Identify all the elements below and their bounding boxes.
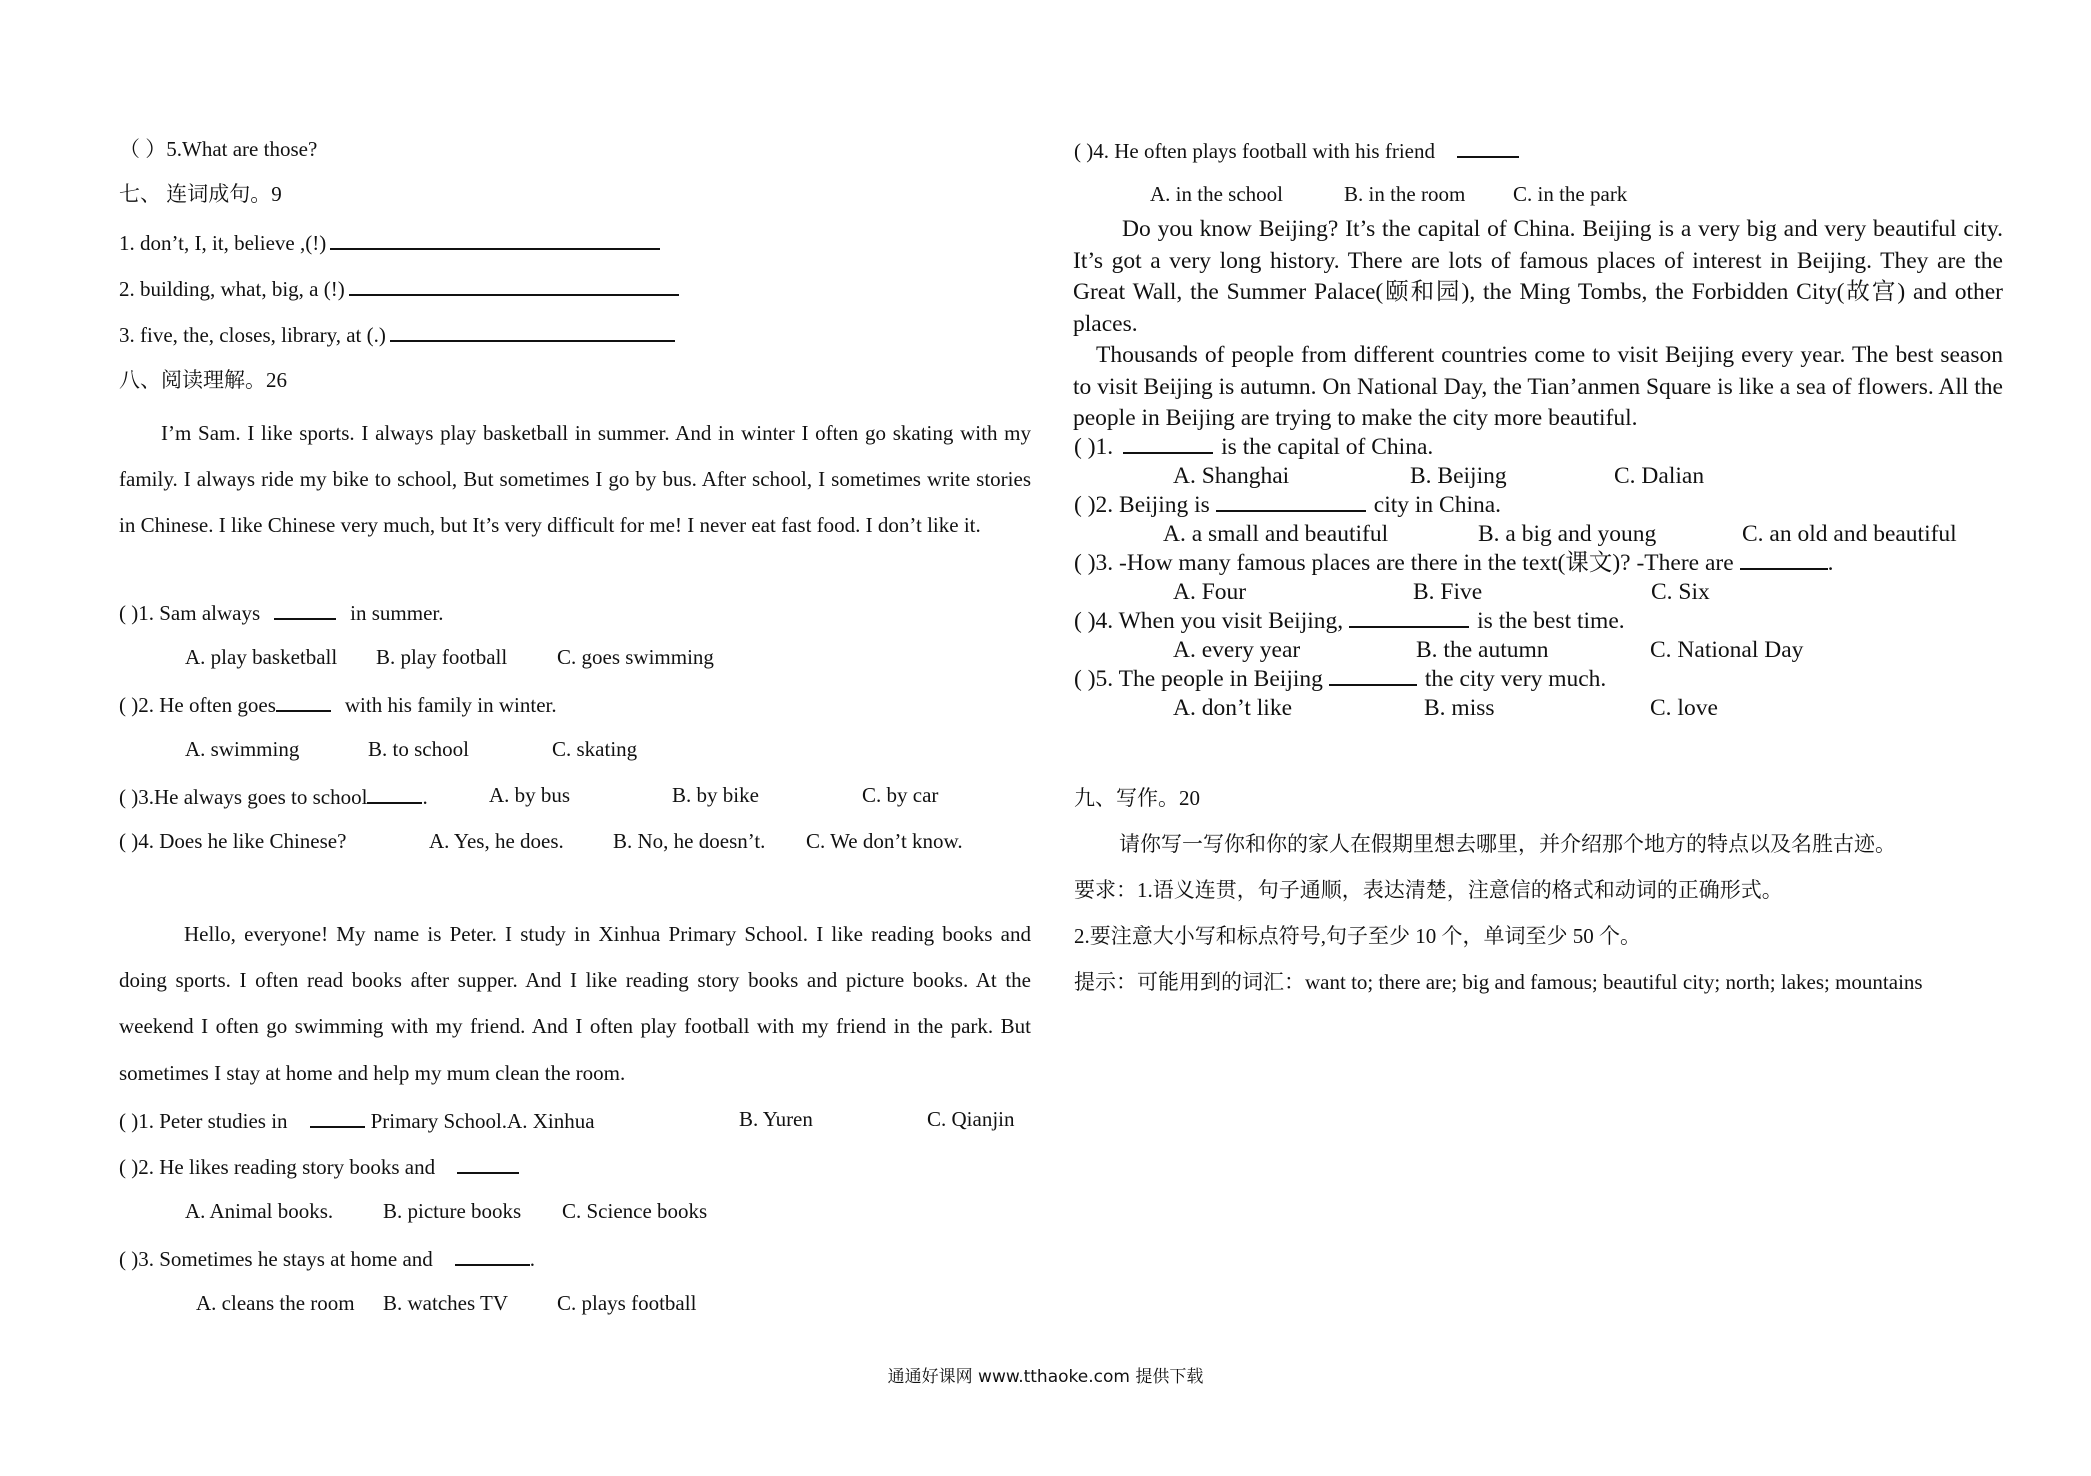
- p3-question-4: [1074, 606, 1625, 636]
- p3-q1-option-a: A. Shanghai: [1173, 463, 1290, 489]
- p3-q2-option-a: A. a small and beautiful: [1163, 521, 1389, 547]
- section-8-heading: 八、阅读理解。26: [119, 368, 287, 392]
- p1-q1-option-b: B. play football: [376, 645, 508, 669]
- p3-q2-option-b: B. a big and young: [1478, 521, 1657, 547]
- p1-question-4: ( )4. Does he like Chinese?: [119, 829, 347, 853]
- answer-blank: [1329, 664, 1417, 686]
- p1-q4-option-b: B. No, he doesn’t.: [613, 829, 766, 853]
- p2-q1-option-c: C. Qianjin: [927, 1107, 1015, 1131]
- passage-3-paragraph-2: Thousands of people from different countries come to visit Beijing every year. The best season to visit Beijing is autumn. On National Day, the Tian’anmen Square is like a sea of flowers. All the people in Beijing are trying to make the city more beautiful.: [1073, 342, 2003, 431]
- answer-blank: [274, 598, 336, 620]
- sentence-7-3: [119, 320, 679, 348]
- answer-blank: [330, 228, 660, 250]
- sentence-7-2: [119, 274, 683, 302]
- answer-blank: [1349, 606, 1469, 628]
- p3-question-4-tail: is the best time.: [1477, 608, 1625, 634]
- answer-blank: [1123, 432, 1213, 454]
- p2-q2-option-c: C. Science books: [562, 1199, 708, 1223]
- sentence-7-2-text: 2. building, what, big, a (!): [119, 277, 345, 301]
- writing-hint: 提示：可能用到的词汇：want to; there are; big and famous; beautiful city; north; lakes; mountains: [1074, 970, 1923, 994]
- p3-question-3: [1074, 548, 1834, 578]
- passage-3-paragraph-1: Do you know Beijing? It’s the capital of China. Beijing is a very big and very beautiful city. It’s got a very long history. There are lots of famous places of interest in Beijing. They are the Great Wall, the Summer Palace(颐和园), the Ming Tombs, the Forbidden City(故宫) and other places.: [1073, 216, 2003, 337]
- p3-q4-option-b: B. the autumn: [1416, 637, 1549, 663]
- p3-q3-option-a: A. Four: [1173, 579, 1247, 605]
- writing-prompt: 请你写一写你和你的家人在假期里想去哪里，并介绍那个地方的特点以及名胜古迹。: [1119, 832, 1896, 856]
- p3-question-2-text: ( )2. Beijing is: [1074, 492, 1210, 518]
- sentence-7-1: [119, 228, 664, 256]
- p2-question-3: [119, 1244, 535, 1272]
- answer-blank: [390, 320, 675, 342]
- passage-1: I’m Sam. I like sports. I always play basketball in summer. And in winter I often go skating with my family. I always ride my bike to school, But sometimes I go by bus. After school, I sometimes write stories in Chinese. I like Chinese very much, but It’s very difficult for me! I never eat fast food. I don’t like it.: [119, 421, 1031, 538]
- p3-question-2: [1074, 490, 1501, 520]
- passage-2: Hello, everyone! My name is Peter. I study in Xinhua Primary School. I like reading books and doing sports. I often read books after supper. And I like reading story books and picture books. At the weekend I often go swimming with my friend. And I often play football with my friend in the park. But sometimes I stay at home and help my mum clean the room.: [119, 922, 1031, 1085]
- writing-requirement-1: 要求：1.语义连贯，句子通顺，表达清楚，注意信的格式和动词的正确形式。: [1074, 878, 1783, 902]
- p3-question-5-tail: the city very much.: [1424, 666, 1607, 692]
- p3-q4-option-a: A. every year: [1173, 637, 1301, 663]
- section-7-heading: 七、 连词成句。9: [119, 182, 282, 206]
- p2-question-1-tail: Primary School.A. Xinhua: [370, 1109, 595, 1133]
- answer-blank: [310, 1106, 365, 1128]
- p3-q4-option-c: C. National Day: [1650, 637, 1804, 663]
- p2-q2-option-b: B. picture books: [383, 1199, 522, 1223]
- period: .: [422, 785, 428, 809]
- p1-question-3: [119, 782, 428, 810]
- answer-blank: [349, 274, 679, 296]
- p3-question-4-text: ( )4. When you visit Beijing,: [1074, 608, 1344, 634]
- p3-question-5: [1074, 664, 1606, 694]
- p1-question-2: [119, 690, 557, 718]
- answer-blank: [276, 690, 331, 712]
- writing-requirement-2: 2.要注意大小写和标点符号,句子至少 10 个，单词至少 50 个。: [1074, 924, 1641, 948]
- p2-question-2: [119, 1152, 523, 1180]
- p3-question-2-tail: city in China.: [1373, 492, 1502, 518]
- answer-blank: [455, 1244, 530, 1266]
- p1-question-1: [119, 598, 443, 626]
- p1-q1-option-a: A. play basketball: [185, 645, 338, 669]
- p1-question-2-text: ( )2. He often goes: [119, 693, 276, 717]
- answer-blank: [1457, 136, 1519, 158]
- p3-q1-option-b: B. Beijing: [1410, 463, 1507, 489]
- footer-source: 通通好课网 www.tthaoke.com 提供下载: [887, 1367, 1204, 1387]
- p3-question-5-text: ( )5. The people in Beijing: [1074, 666, 1323, 692]
- p2-question-4: [1074, 136, 1523, 164]
- period: .: [1827, 550, 1834, 576]
- p2-q2-option-a: A. Animal books.: [185, 1199, 334, 1223]
- answer-blank: [1216, 490, 1366, 512]
- p1-q2-option-c: C. skating: [552, 737, 638, 761]
- p1-q2-option-a: A. swimming: [185, 737, 300, 761]
- p1-question-3-text: ( )3.He always goes to school: [119, 785, 368, 809]
- p1-q4-option-a: A. Yes, he does.: [429, 829, 564, 853]
- p3-q5-option-b: B. miss: [1424, 695, 1495, 721]
- p2-question-3-text: ( )3. Sometimes he stays at home and: [119, 1247, 433, 1271]
- p2-question-4-text: ( )4. He often plays football with his friend: [1074, 139, 1435, 163]
- p3-question-1-text: ( )1.: [1074, 434, 1114, 460]
- answer-blank: [367, 782, 422, 804]
- p3-q5-option-a: A. don’t like: [1173, 695, 1293, 721]
- p2-question-1-text: ( )1. Peter studies in: [119, 1109, 288, 1133]
- question-5: （ ）5.What are those?: [119, 137, 318, 161]
- p3-question-3-text: ( )3. -How many famous places are there in the text(课文)? -There are: [1074, 550, 1734, 576]
- answer-blank: [1740, 548, 1828, 570]
- p2-question-2-text: ( )2. He likes reading story books and: [119, 1155, 436, 1179]
- p3-q5-option-c: C. love: [1650, 695, 1718, 721]
- p3-q3-option-b: B. Five: [1413, 579, 1483, 605]
- p2-q3-option-c: C. plays football: [557, 1291, 697, 1315]
- p1-question-1-tail: in summer.: [350, 601, 444, 625]
- p1-q3-option-b: B. by bike: [672, 783, 759, 807]
- p1-q4-option-c: C. We don’t know.: [806, 829, 963, 853]
- p2-question-1: [119, 1106, 595, 1134]
- answer-blank: [457, 1152, 519, 1174]
- p1-question-2-tail: with his family in winter.: [344, 693, 557, 717]
- sentence-7-1-text: 1. don’t, I, it, believe ,(!): [119, 231, 327, 255]
- p3-question-1-tail: is the capital of China.: [1221, 434, 1434, 460]
- p3-q1-option-c: C. Dalian: [1614, 463, 1705, 489]
- sentence-7-3-text: 3. five, the, closes, library, at (.): [119, 323, 386, 347]
- p2-q4-option-a: A. in the school: [1150, 182, 1283, 206]
- p2-q1-option-b: B. Yuren: [739, 1107, 813, 1131]
- p2-q3-option-b: B. watches TV: [383, 1291, 509, 1315]
- section-9-heading: 九、写作。20: [1074, 786, 1200, 810]
- p3-question-1: [1074, 432, 1433, 462]
- p3-q2-option-c: C. an old and beautiful: [1742, 521, 1957, 547]
- p1-q1-option-c: C. goes swimming: [557, 645, 714, 669]
- p2-q4-option-c: C. in the park: [1513, 182, 1628, 206]
- p1-q3-option-a: A. by bus: [489, 783, 571, 807]
- p2-q4-option-b: B. in the room: [1344, 182, 1466, 206]
- p1-q3-option-c: C. by car: [862, 783, 939, 807]
- p1-q2-option-b: B. to school: [368, 737, 469, 761]
- period: .: [529, 1247, 536, 1271]
- p1-question-1-text: ( )1. Sam always: [119, 601, 261, 625]
- p3-q3-option-c: C. Six: [1651, 579, 1710, 605]
- p2-q3-option-a: A. cleans the room: [196, 1291, 355, 1315]
